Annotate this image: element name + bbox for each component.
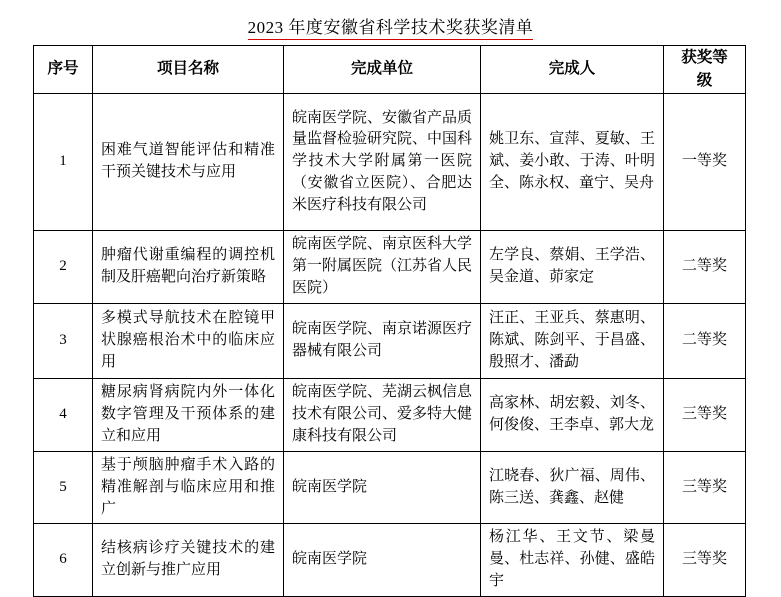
- cell-award: 三等奖: [664, 452, 746, 524]
- page-title: 2023 年度安徽省科学技术奖获奖清单: [248, 13, 534, 40]
- cell-unit: 皖南医学院、南京医科大学第一附属医院（江苏省人民医院）: [284, 231, 481, 304]
- cell-people: 江晓春、狄广福、周伟、陈三送、龚鑫、赵健: [481, 452, 664, 524]
- cell-project: 困难气道智能评估和精准干预关键技术与应用: [93, 94, 284, 231]
- header-completing-unit: 完成单位: [284, 46, 481, 94]
- cell-project: 结核病诊疗关键技术的建立创新与推广应用: [93, 524, 284, 596]
- cell-serial: 4: [34, 379, 93, 452]
- header-serial: 序号: [34, 46, 93, 94]
- cell-serial: 3: [34, 304, 93, 379]
- cell-project: 多模式导航技术在腔镜甲状腺癌根治术中的临床应用: [93, 304, 284, 379]
- table-row: [34, 231, 746, 304]
- header-completers: 完成人: [481, 46, 664, 94]
- cell-unit: 皖南医学院、安徽省产品质量监督检验研究院、中国科学技术大学附属第一医院（安徽省立医院）、合肥达米医疗科技有限公司: [284, 94, 481, 231]
- cell-award: 二等奖: [664, 231, 746, 304]
- table-row: [34, 524, 746, 596]
- title-block: [35, 0, 747, 40]
- awards-table: [33, 45, 746, 597]
- header-project-name: 项目名称: [93, 46, 284, 94]
- cell-project: 基于颅脑肿瘤手术入路的精准解剖与临床应用和推广: [93, 452, 284, 524]
- header-row: [34, 46, 746, 94]
- cell-people: 杨江华、王文节、梁曼曼、杜志祥、孙健、盛皓宇: [481, 524, 664, 596]
- cell-unit: 皖南医学院: [284, 452, 481, 524]
- cell-project: 糖尿病肾病院内外一体化数字管理及干预体系的建立和应用: [93, 379, 284, 452]
- table-row: [34, 304, 746, 379]
- cell-serial: 1: [34, 94, 93, 231]
- cell-people: 高家林、胡宏毅、刘冬、何俊俊、王李卓、郭大龙: [481, 379, 664, 452]
- cell-unit: 皖南医学院、芜湖云枫信息技术有限公司、爱多特大健康科技有限公司: [284, 379, 481, 452]
- cell-award: 三等奖: [664, 379, 746, 452]
- cell-serial: 2: [34, 231, 93, 304]
- cell-award: 一等奖: [664, 94, 746, 231]
- table-row: [34, 94, 746, 231]
- header-award-level: 获奖等级: [664, 46, 746, 94]
- table-row: [34, 379, 746, 452]
- cell-award: 三等奖: [664, 524, 746, 596]
- cell-people: 汪正、王亚兵、蔡惠明、陈斌、陈剑平、于昌盛、殷照才、潘勐: [481, 304, 664, 379]
- cell-project: 肿瘤代谢重编程的调控机制及肝癌靶向治疗新策略: [93, 231, 284, 304]
- cell-people: 姚卫东、宣萍、夏敏、王斌、姜小敢、于涛、叶明全、陈永权、童宁、吴舟: [481, 94, 664, 231]
- table-row: [34, 452, 746, 524]
- cell-serial: 6: [34, 524, 93, 596]
- cell-unit: 皖南医学院、南京诺源医疗器械有限公司: [284, 304, 481, 379]
- cell-award: 二等奖: [664, 304, 746, 379]
- cell-unit: 皖南医学院: [284, 524, 481, 596]
- cell-people: 左学良、蔡娟、王学浩、吴金道、茆家定: [481, 231, 664, 304]
- cell-serial: 5: [34, 452, 93, 524]
